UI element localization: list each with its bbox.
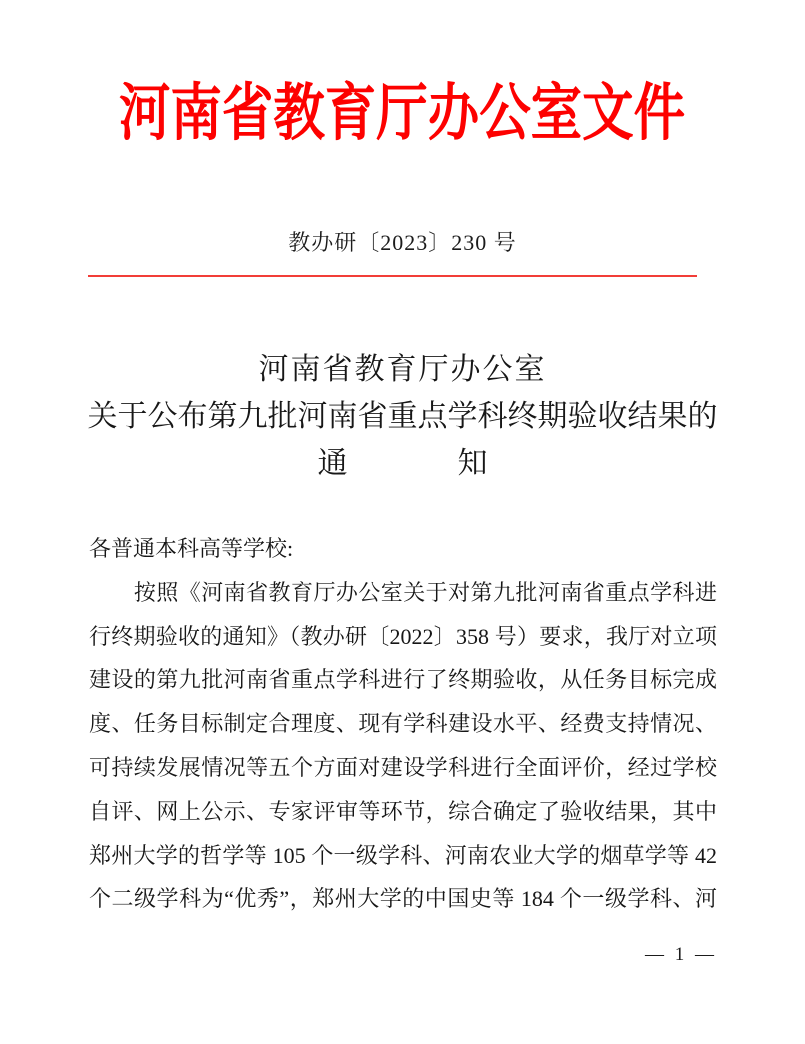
doc-title-issuer: 河南省教育厅办公室 bbox=[258, 353, 547, 386]
body-line: 自评、网上公示、专家评审等环节，综合确定了验收结果，其中 bbox=[89, 798, 717, 824]
header-divider-rule bbox=[88, 275, 697, 277]
letterhead-title: 河南省教育厅办公室文件 bbox=[119, 80, 686, 148]
page-number: — 1 — bbox=[645, 944, 717, 965]
doc-reference-number: 教办研〔2023〕230 号 bbox=[288, 230, 517, 255]
doc-title-notice-char1: 通 bbox=[317, 447, 348, 480]
body-line: 可持续发展情况等五个方面对建设学科进行全面评价，经过学校 bbox=[89, 754, 717, 780]
body-line: 个二级学科为“优秀”，郑州大学的中国史等 184 个一级学科、河 bbox=[89, 886, 717, 912]
body-line: 建设的第九批河南省重点学科进行了终期验收，从任务目标完成 bbox=[89, 667, 717, 693]
salutation: 各普通本科高等学校: bbox=[89, 536, 294, 561]
doc-title-notice bbox=[0, 440, 805, 487]
body-text bbox=[89, 527, 717, 921]
body-line: 度、任务目标制定合理度、现有学科建设水平、经费支持情况、 bbox=[89, 711, 717, 737]
doc-title-subject: 关于公布第九批河南省重点学科终期验收结果的 bbox=[87, 400, 718, 433]
doc-title-notice-char2: 知 bbox=[457, 447, 488, 480]
body-line: 按照《河南省教育厅办公室关于对第九批河南省重点学科进 bbox=[89, 579, 717, 605]
body-line: 郑州大学的哲学等 105 个一级学科、河南农业大学的烟草学等 42 bbox=[89, 842, 717, 868]
doc-title-block bbox=[0, 346, 805, 487]
letterhead bbox=[0, 76, 805, 154]
body-line: 行终期验收的通知》（教办研〔2022〕358 号）要求，我厅对立项 bbox=[89, 623, 717, 649]
